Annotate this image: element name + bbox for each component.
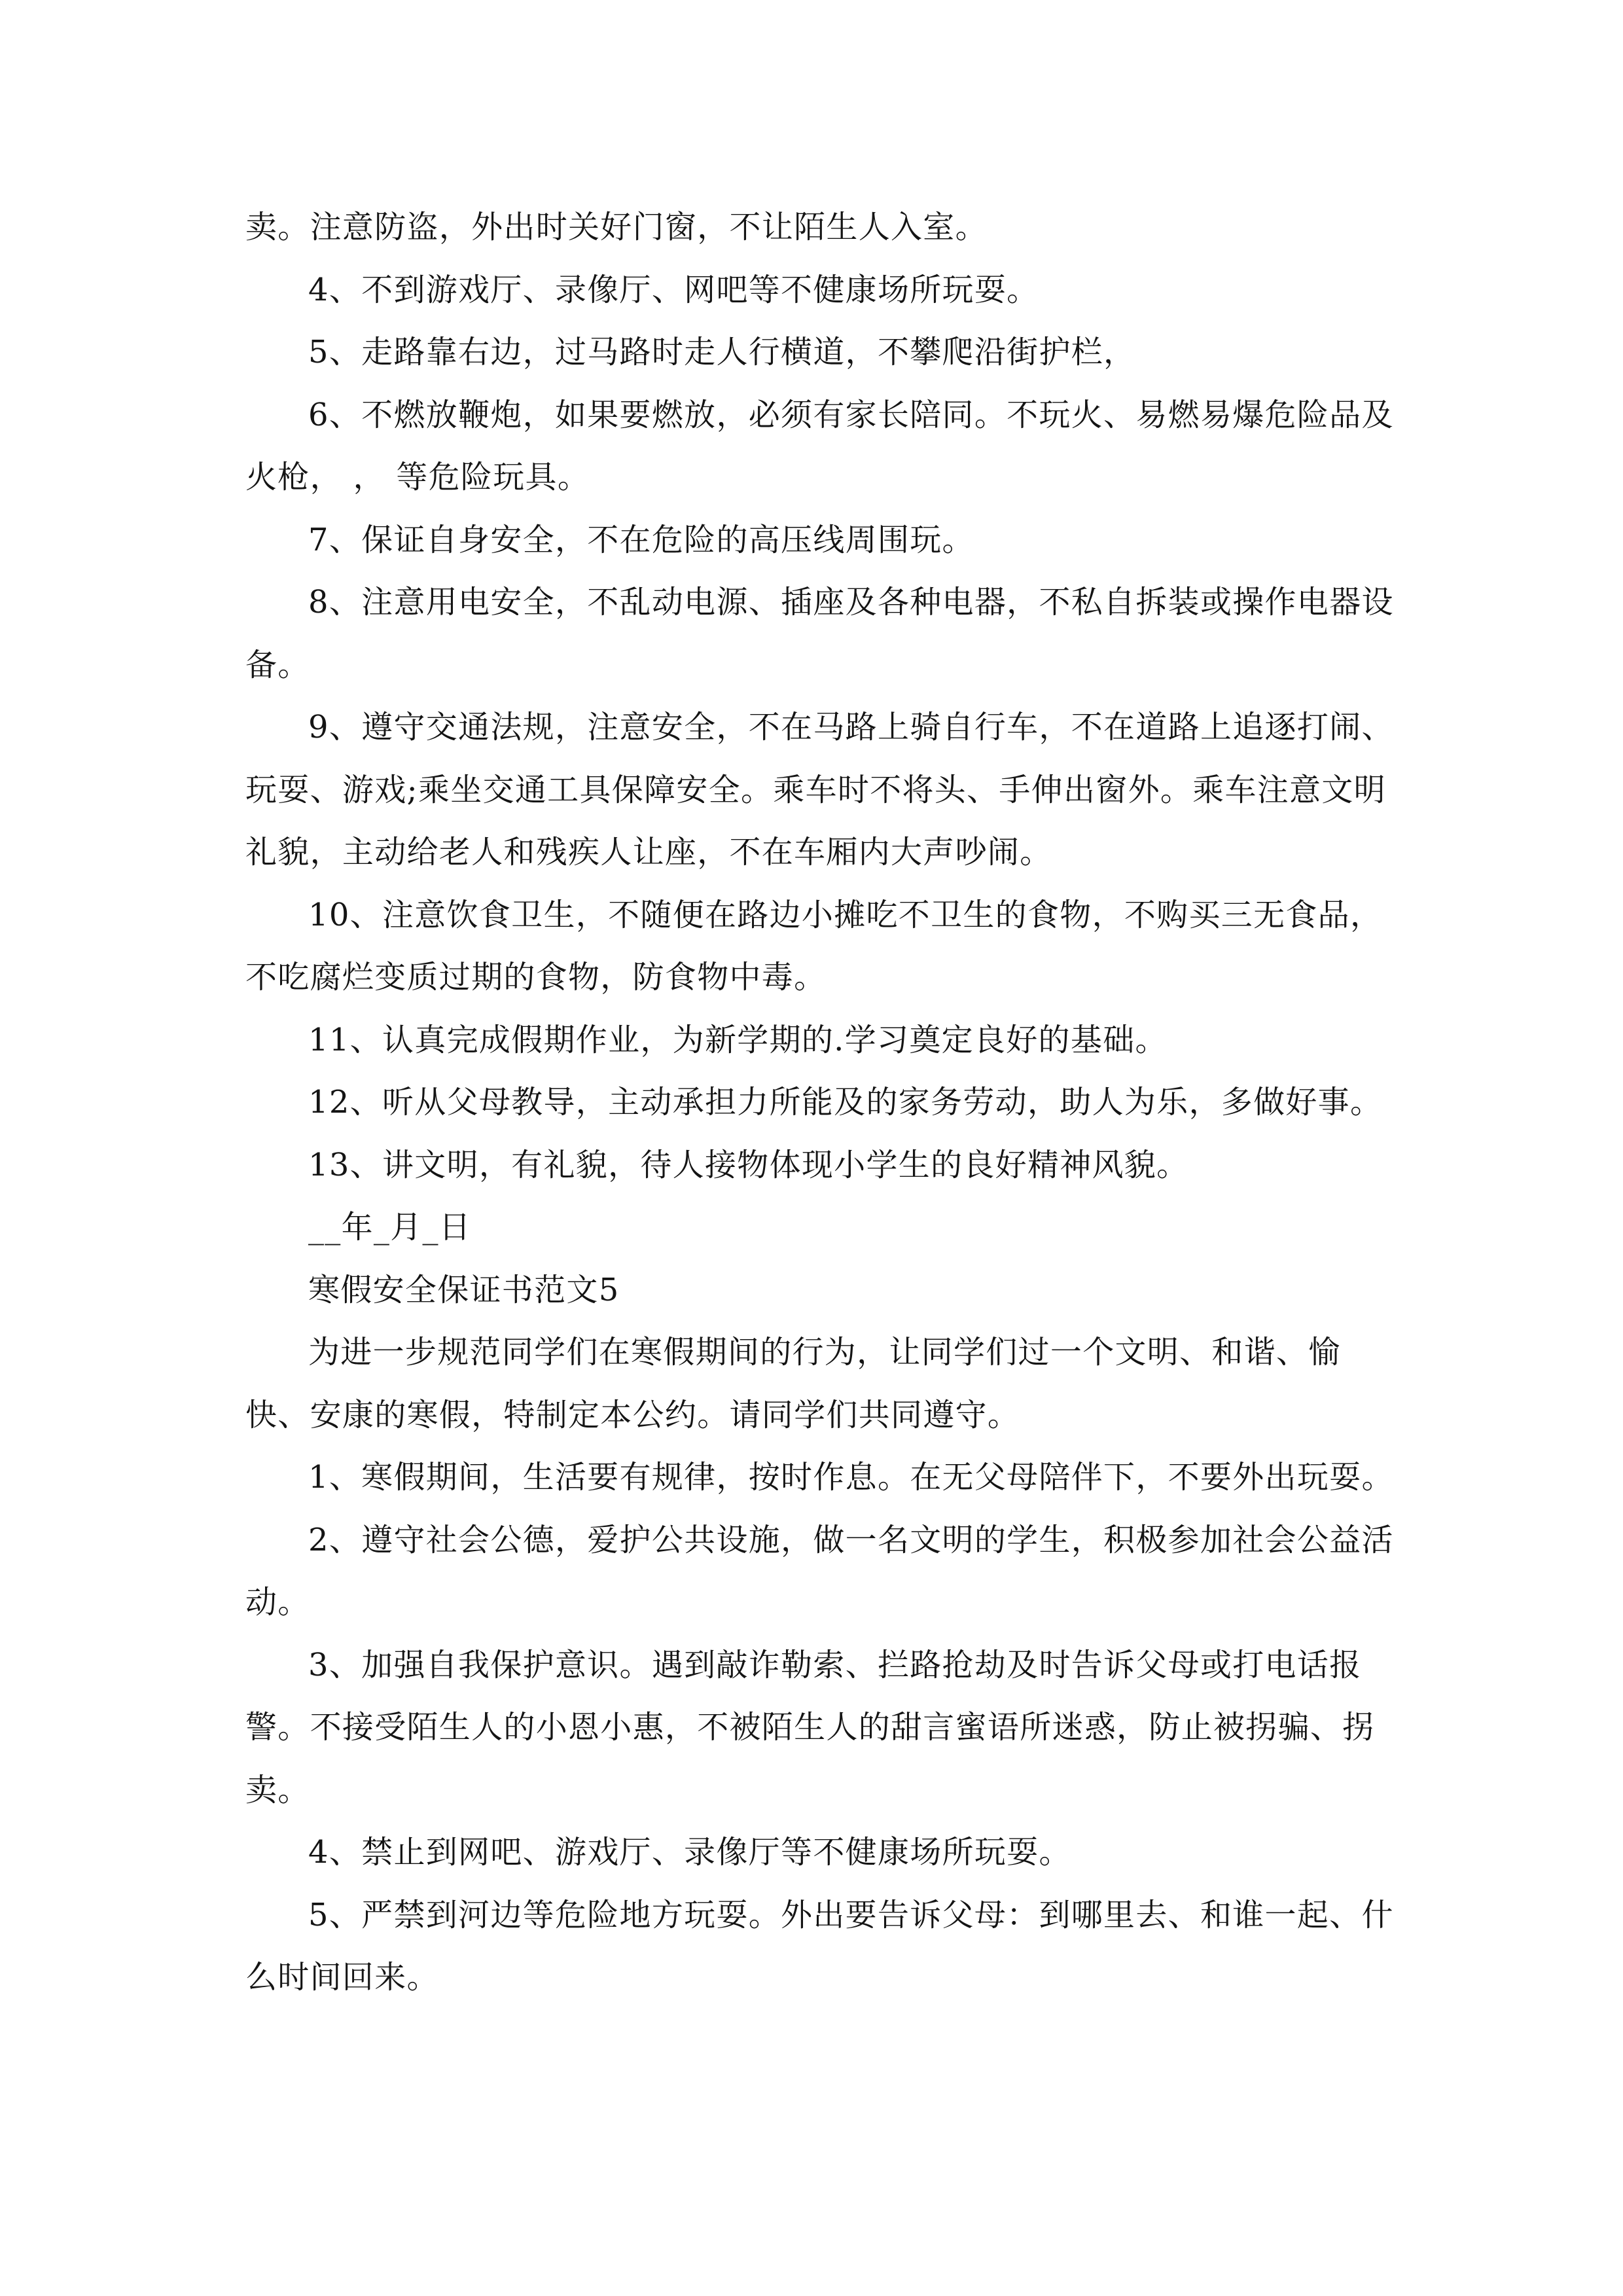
section-title: 寒假安全保证书范文5 [308, 1271, 620, 1308]
paragraph-rule-8: 8、注意用电安全，不乱动电源、插座及各种电器，不私自拆装或操作电器设备。 [245, 584, 1394, 683]
paragraph-rule-4: 4、不到游戏厅、录像厅、网吧等不健康场所玩耍。 [308, 271, 1039, 308]
paragraph-rule-12: 12、听从父母教导，主动承担力所能及的家务劳动，助人为乐，多做好事。 [308, 1084, 1383, 1121]
paragraph-rule-6: 6、不燃放鞭炮，如果要燃放，必须有家长陪同。不玩火、易燃易爆危险品及火枪， ， 等危险玩具。 [245, 396, 1394, 495]
paragraph-intro: 为进一步规范同学们在寒假期间的行为，让同学们过一个文明、和谐、愉快、安康的寒假，特制定本公约。请同学们共同遵守。 [245, 1334, 1341, 1433]
paragraph-item-5: 5、严禁到河边等危险地方玩耍。外出要告诉父母：到哪里去、和谁一起、什么时间回来。 [245, 1896, 1394, 1996]
paragraph-item-1: 1、寒假期间，生活要有规律，按时作息。在无父母陪伴下，不要外出玩耍。 [308, 1459, 1394, 1496]
date-line: __年_月_日 [308, 1209, 472, 1246]
document-page [245, 196, 1397, 2134]
paragraph-rule-10: 10、注意饮食卫生，不随便在路边小摊吃不卫生的食物，不购买三无食品，不吃腐烂变质过期的食物，防食物中毒。 [245, 896, 1383, 996]
paragraph-item-3: 3、加强自我保护意识。遇到敲诈勒索、拦路抢劫及时告诉父母或打电话报警。不接受陌生人的小恩小惠，不被陌生人的甜言蜜语所迷惑，防止被拐骗、拐卖。 [245, 1646, 1375, 1808]
paragraph-rule-11: 11、认真完成假期作业，为新学期的.学习奠定良好的基础。 [308, 1021, 1168, 1058]
paragraph-item-2: 2、遵守社会公德，爱护公共设施，做一名文明的学生，积极参加社会公益活动。 [245, 1521, 1394, 1621]
paragraph-rule-7: 7、保证自身安全，不在危险的高压线周围玩。 [308, 521, 974, 558]
paragraph-rule-5: 5、走路靠右边，过马路时走人行横道，不攀爬沿街护栏， [308, 334, 1136, 370]
paragraph-continuation: 卖。注意防盗，外出时关好门窗，不让陌生人入室。 [245, 209, 988, 245]
paragraph-item-4: 4、禁止到网吧、游戏厅、录像厅等不健康场所玩耍。 [308, 1834, 1071, 1871]
paragraph-rule-9: 9、遵守交通法规，注意安全，不在马路上骑自行车，不在道路上追逐打闹、玩耍、游戏;乘坐交通工具保障安全。乘车时不将头、手伸出窗外。乘车注意文明礼貌，主动给老人和残疾人让座，不在车厢内大声吵闹。 [245, 709, 1394, 870]
paragraph-rule-13: 13、讲文明，有礼貌，待人接物体现小学生的良好精神风貌。 [308, 1146, 1189, 1183]
